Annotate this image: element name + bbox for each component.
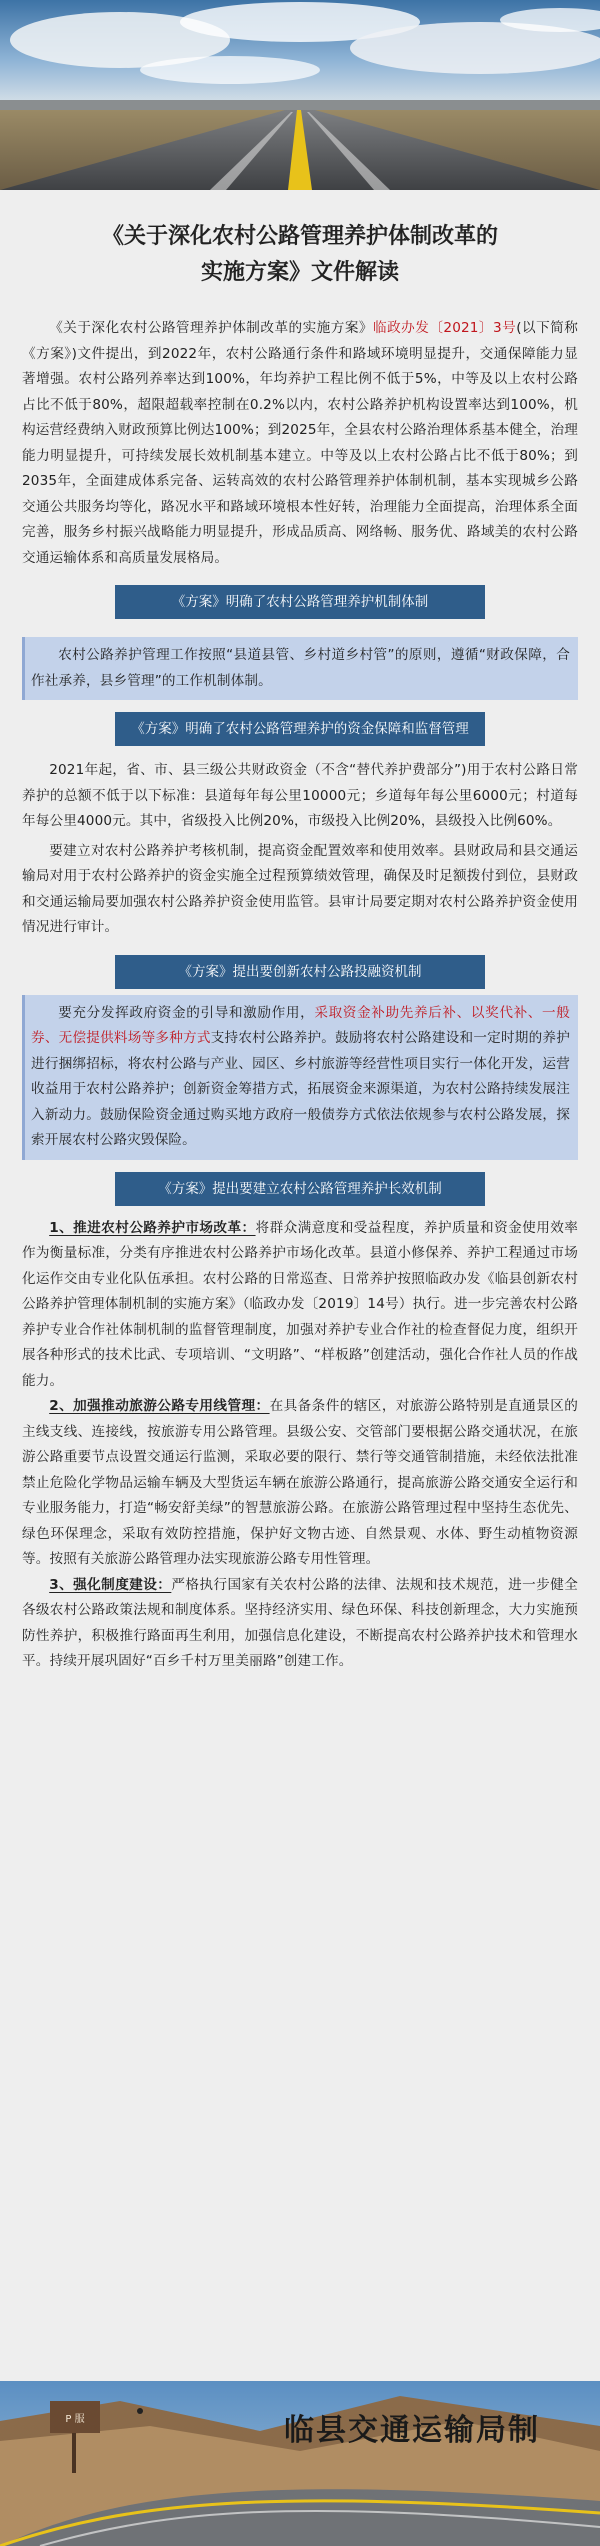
article-title — [0, 218, 600, 290]
intro-text-2: (以下简称《方案》)文件提出，到2022年，农村公路通行条件和路域环境明显提升，交通保障能力显著增强。农村公路列养率达到100%，年均养护工程比例不低于5%，中等及以上农村公路占比不低于80%，超限超载率控制在0.2%以内，农村公路养护机构设置率达到100%，机构运营经费纳入财政预算比例达100%；到2025年，全县农村公路治理体系基本健全，治理能力明显提升，可持续发展长效机制基本建立。中等及以上农村公路占比不低于80%；到2035年，全面建成体系完备、运转高效的农村公路管理养护体制机制，基本实现城乡公路交通公共服务均等化，路况水平和路域环境根本性好转，治理能力全面提高，治理体系全面完善，服务乡村振兴战略能力明显提升，形成品质高、网络畅、服务优、路域美的农村公路交通运输体系和高质量发展格局。 — [22, 320, 578, 566]
section-1-body: 农村公路养护管理工作按照“县道县管、乡村道乡村管”的原则，遵循“财政保障，合作社承养，县乡管理”的工作机制体制。 — [31, 647, 570, 689]
section-4-heading: 《方案》提出要建立农村公路管理养护长效机制 — [115, 1172, 485, 1206]
intro-paragraph — [22, 316, 578, 571]
road-illustration — [0, 0, 600, 190]
section-2-paragraph-1: 2021年起，省、市、县三级公共财政资金（不含“替代养护费部分”)用于农村公路日常养护的总额不低于以下标准：县道每年每公里10000元；乡道每年每公里6000元；村道每年每公里4000元。其中，省级投入比例20%，市级投入比例20%，县级投入比例60%。 — [22, 762, 578, 829]
header-road-image — [0, 0, 600, 190]
section-3-body — [31, 1001, 570, 1154]
title-line-1: 《关于深化农村公路管理养护体制改革的 — [101, 223, 498, 249]
section-3-red-text: 采取资金补助先养后补、以奖代补、一般券、无偿提供料场等多种方式 — [31, 1004, 571, 1046]
item-2-body: 在具备条件的辖区，对旅游公路特别是直通景区的主线支线、连接线，按旅游专用公路管理。县级公安、交管部门要根据公路交通状况，在旅游公路重要节点设置交通运行监测，采取必要的限行、禁行等交通管制措施，未经依法批准禁止危险化学物品运输车辆及大型货运车辆在旅游公路通行，提高旅游公路交通安全运行和专业服务能力，打造“畅安舒美绿”的智慧旅游公路。在旅游公路管理过程中坚持生态优先、绿色环保理念，采取有效防控措施，保护好文物古迹、自然景观、水体、野生动植物资源等。按照有关旅游公路管理办法实现旅游公路专用性管理。 — [22, 1398, 578, 1567]
section-1-highlight — [22, 637, 578, 700]
footer-road-image — [0, 2381, 600, 2546]
item-3-title: 3、强化制度建设： — [49, 1576, 172, 1593]
item-1-title: 1、推进农村公路养护市场改革： — [49, 1219, 256, 1236]
section-4-item-3 — [22, 1573, 578, 1675]
title-line-2: 实施方案》文件解读 — [200, 259, 399, 285]
item-2-title: 2、加强推动旅游公路专用线管理： — [49, 1398, 270, 1414]
section-3-heading: 《方案》提出要创新农村公路投融资机制 — [115, 955, 485, 989]
article-body — [0, 316, 600, 1675]
section-1-heading: 《方案》明确了农村公路管理养护机制体制 — [115, 585, 485, 619]
section-3-highlight — [22, 995, 578, 1160]
intro-text-1: 《关于深化农村公路管理养护体制改革的实施方案》 — [49, 320, 373, 336]
section-3-text-2: 支持农村公路养护。鼓励将农村公路建设和一定时期的养护进行捆绑招标，将农村公路与产业、园区、乡村旅游等经营性项目实行一体化开发，运营收益用于农村公路养护；创新资金筹措方式，拓展资金来源渠道，为农村公路持续发展注入新动力。鼓励保险资金通过购买地方政府一般债券方式依法依规参与农村公路发展，探索开展农村公路灾毁保险。 — [31, 1030, 571, 1148]
section-2-heading: 《方案》明确了农村公路管理养护的资金保障和监督管理 — [115, 712, 485, 746]
section-4-item-2 — [22, 1394, 578, 1573]
item-1-body: 将群众满意度和受益程度，养护质量和资金使用效率作为衡量标准，分类有序推进农村公路养护市场化改革。县道小修保养、养护工程通过市场化运作交由专业化队伍承担。农村公路的日常巡查、日常养护按照临政办发《临县创新农村公路养护管理体制机制的实施方案》（临政办发〔2019〕14号）执行。进一步完善农村公路养护专业合作社体制机制的监督管理制度，加强对养护专业合作社的检查督促力度，组织开展各种形式的技术比武、专项培训、“文明路”、“样板路”创建活动，强化合作社人员的作战能力。 — [22, 1219, 578, 1389]
intro-doc-ref: 临政办发〔2021〕3号 — [373, 320, 517, 336]
section-4-item-1 — [22, 1216, 578, 1395]
footer-org-name: 临县交通运输局制 — [284, 2413, 540, 2448]
svg-text:P 服: P 服 — [65, 2414, 85, 2425]
section-3-text-1: 要充分发挥政府资金的引导和激励作用， — [58, 1004, 315, 1021]
item-3-body: 严格执行国家有关农村公路的法律、法规和技术规范，进一步健全各级农村公路政策法规和制度体系。坚持经济实用、绿色环保、科技创新理念，大力实施预防性养护，积极推行路面再生利用，加强信息化建设，不断提高农村公路养护技术和管理水平。持续开展巩固好“百乡千村万里美丽路”创建工作。 — [22, 1576, 578, 1669]
section-2-paragraph-2: 要建立对农村公路养护考核机制，提高资金配置效率和使用效率。县财政局和县交通运输局对用于农村公路养护的资金实施全过程预算绩效管理，确保及时足额拨付到位，县财政和交通运输局要加强农村公路养护资金使用监管。县审计局要定期对农村公路养护资金使用情况进行审计。 — [22, 842, 578, 935]
